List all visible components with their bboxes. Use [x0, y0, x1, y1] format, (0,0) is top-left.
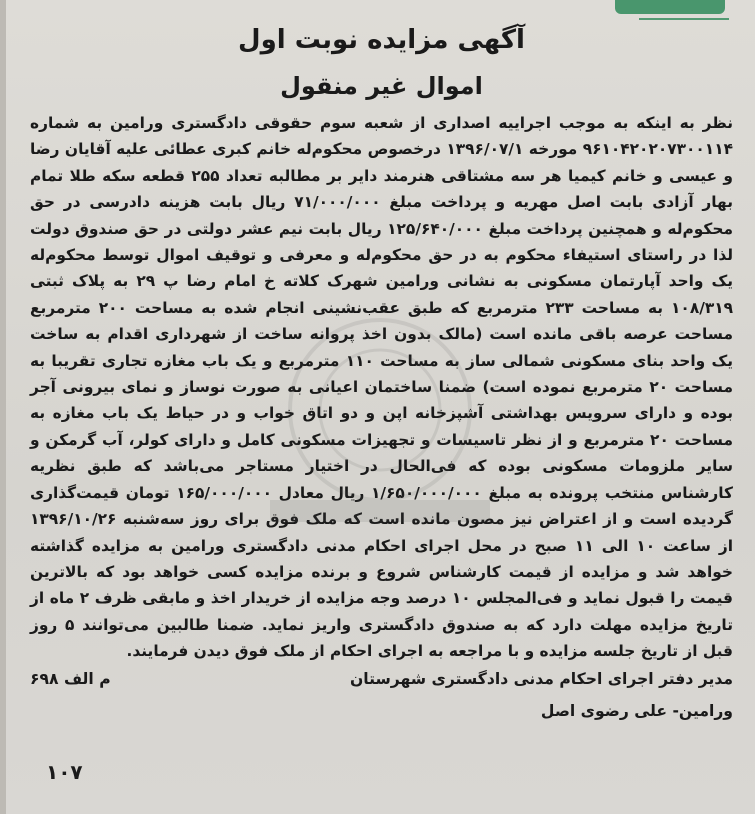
page-number: ۱۰۷	[46, 760, 83, 784]
notice-body: نظر به اینکه به موجب اجراییه اصداری از شعبه سوم حقوقی دادگستری ورامین به شماره ۹۶۱۰۴۲۰۲۰۷۳۰۰۱۱۴ مورخه ۱۳۹۶/۰۷/۱ درخصوص محکوم‌له خانم کبری عطائی علیه آقایان رضا و عیسی و خانم کیمیا هر سه مشتاقی هنرمند دایر بر مطالبه تعداد ۲۵۵ قطعه سکه طلا تمام بهار آزادی بابت اصل مهریه و پرداخت مبلغ ۷۱/۰۰۰/۰۰۰ ریال بابت هزینه دادرسی در حق محکوم‌له و همچنین پرداخت مبلغ ۱۲۵/۶۴۰/۰۰۰ ریال بابت نیم عشر دولتی در حق صندوق دولت لذا در راستای استیفاء محکوم به در حق محکوم‌له و معرفی و توقیف اموال توسط محکوم‌له یک واحد آپارتمان مسکونی به نشانی ورامین شهرک کلاته خ امام رضا پ ۲۹ به پلاک ثبتی ۱۰۸/۳۱۹ به مساحت ۲۳۳ مترمربع که طبق عقب‌نشینی انجام شده به مساحت ۲۰۰ مترمربع مساحت عرصه باقی مانده است (مالک بدون اخذ پروانه ساخت از شهرداری اقدام به ساخت یک واحد بنای مسکونی شمالی ساز به مساحت ۱۱۰ مترمربع و یک باب مغازه تجاری تقریبا به مساحت ۲۰ مترمربع نموده است) ضمنا ساختمان اعیانی به صورت نوساز و نمای بیرونی آجر بوده و دارای سرویس بهداشتی آشپزخانه اپن و دو اتاق خواب و در حیاط یک باب مغازه به مساحت ۲۰ مترمربع و از نظر تاسیسات و تجهیزات مسکونی کامل و دارای کولر، آب گرمکن و سایر ملزومات مسکونی بوده که فی‌الحال در اختیار مستاجر می‌باشد که طبق نظریه کارشناس منتخب پرونده به مبلغ ۱/۶۵۰/۰۰۰/۰۰۰ ریال معادل ۱۶۵/۰۰۰/۰۰۰ تومان قیمت‌گذاری گردیده است و از اعتراض نیز مصون مانده است که ملک فوق برای روز سه‌شنبه ۱۳۹۶/۱۰/۲۶ از ساعت ۱۰ الی ۱۱ صبح در محل اجرای احکام مدنی دادگستری ورامین به مزایده گذاشته خواهد شد و مزایده از قیمت کارشناس شروع و برنده مزایده کسی خواهد بود که بالاترین قیمت را قبول نماید و فی‌المجلس ۱۰ درصد وجه مزایده از خریدار اخذ و مابقی ظرف ۲ ماه از تاریخ مزایده مهلت دارد که به صندوق دادگستری واریز نماید. ضمنا طالبین می‌توانند ۵ روز قبل از تاریخ جلسه مزایده و با مراجعه به اجرای احکام از ملک فوق دیدن فرمایند.	[30, 114, 734, 661]
reference-code: م الف ۶۹۸	[30, 669, 111, 688]
notice-subtitle: اموال غیر منقول	[280, 72, 483, 100]
signature-line-1: مدیر دفتر اجرای احکام مدنی دادگستری شهرستان	[349, 669, 733, 688]
page-edge-shadow	[0, 0, 6, 814]
notice-title: آگهی مزایده نوبت اول	[238, 25, 525, 55]
signature-row	[30, 665, 733, 693]
section-color-tab	[615, 0, 725, 14]
section-color-rule	[639, 18, 729, 20]
signature-line-2: ورامین- علی رضوی اصل	[540, 701, 733, 720]
